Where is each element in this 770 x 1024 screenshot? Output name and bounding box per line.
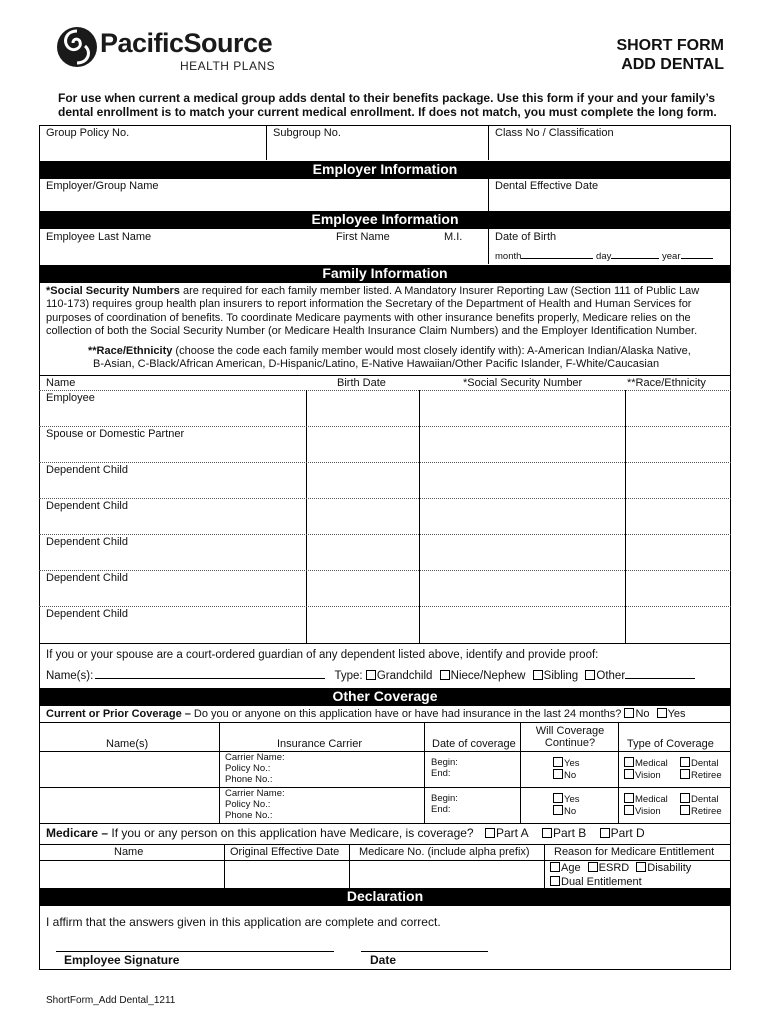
dental-checkbox[interactable]: Dental [680,793,718,805]
class-label: Class No / Classification [495,127,614,139]
brand-name: PacificSource [100,28,273,58]
brand-logo [56,26,276,76]
coverage-type-options [624,757,722,781]
medicare-col-effective: Original Effective Date [230,846,340,858]
continue-yes-checkbox[interactable]: Yes [553,757,580,769]
dob-label: Date of Birth [495,231,557,243]
group-policy-field[interactable] [40,140,265,160]
first-name-label: First Name [336,231,390,243]
col-race: **Race/Ethnicity [627,377,706,389]
col-type: Type of Coverage [627,738,714,750]
employer-info-header: Employer Information [39,161,731,179]
family-row[interactable] [40,535,730,571]
family-row[interactable] [40,463,730,499]
dob-fields[interactable]: month day year [495,251,713,262]
continue-no-checkbox[interactable]: No [553,769,576,781]
continue-no-checkbox[interactable]: No [553,805,576,817]
medicare-question: Medicare – If you or any person on this application have Medicare, is coverage? Part A Part B Part D [46,826,645,840]
guardian-row: Name(s): Type: Grandchild Niece/Nephew Sibling Other [46,670,695,682]
part-d-checkbox[interactable]: Part D [600,826,645,840]
coverage-dates[interactable]: Begin: End: [431,757,458,779]
dental-checkbox[interactable]: Dental [680,757,718,769]
employee-last-name-label: Employee Last Name [46,231,152,243]
coverage-name-field[interactable] [40,788,218,822]
disability-checkbox[interactable]: Disability [636,861,691,875]
coverage-name-field[interactable] [40,752,218,786]
col-date-coverage: Date of coverage [432,738,516,750]
medicare-col-number: Medicare No. (include alpha prefix) [359,846,530,858]
mi-label: M.I. [444,231,463,243]
medical-checkbox[interactable]: Medical [624,793,680,805]
family-info-header: Family Information [39,265,731,283]
ssn-notice: *Social Security Numbers are required for each family member listed. A Mandatory Insurer Reporting Law (Section 111 of Public Law 110-173) requires group health plan insurers to report information the Secretary of the Department of Health and Human Services for purposes of coordination of benefits. To coordinate Medicare payments with other insurance benefits properly, Medicare relies on the collection of both the Social Security Number (or Medicare Health Insurance Claim Numbers) and the Employer Identification Number. [46,285,700,337]
other-coverage-header: Other Coverage [39,688,731,706]
sibling-checkbox[interactable]: Sibling [533,670,579,682]
family-row[interactable] [40,499,730,535]
carrier-info[interactable]: Carrier Name: Policy No.: Phone No.: [225,788,285,821]
family-row[interactable] [40,427,730,463]
retiree-checkbox[interactable]: Retiree [680,769,722,781]
family-row-label: Dependent Child [46,500,128,512]
family-row[interactable] [40,607,730,643]
brand-subtitle: HEALTH PLANS [180,59,276,73]
subgroup-label: Subgroup No. [273,127,341,139]
continue-yes-checkbox[interactable]: Yes [553,793,580,805]
dual-entitlement-checkbox[interactable]: Dual Entitlement [550,875,642,889]
col-ssn: *Social Security Number [463,377,583,389]
form-title-line2: ADD DENTAL [621,56,724,73]
col-name: Name [46,377,76,389]
part-a-checkbox[interactable]: Part A [485,826,529,840]
pacificsource-swirl-icon [56,26,98,68]
date-line[interactable] [361,951,488,952]
race-notice: **Race/Ethnicity (choose the code each family member would most closely identify with): A-American Indian/Alaska Native, B-Asian, C-Black/African American, D-Hispanic/Latino, E-Native Hawaiian/Other Pacific Islander, F-White/Caucasian [88,345,691,371]
carrier-info[interactable]: Carrier Name: Policy No.: Phone No.: [225,752,285,785]
family-row-label: Dependent Child [46,608,128,620]
col-carrier: Insurance Carrier [277,738,362,750]
other-checkbox[interactable]: Other [585,670,695,682]
prior-coverage-yes-checkbox[interactable]: Yes [657,708,686,720]
declaration-header: Declaration [39,888,731,906]
employer-name-label: Employer/Group Name [46,180,159,192]
intro-text: For use when current a medical group adds dental to their benefits package. Use this form if your and your family’s dental enrollment is to match your current medical enrollment. If does not match, you must complete the long form. [58,91,717,119]
family-row-label: Spouse or Domestic Partner [46,428,185,440]
class-field[interactable] [489,140,730,160]
prior-coverage-no-checkbox[interactable]: No [624,708,649,720]
family-row-label: Employee [46,392,95,404]
employee-signature-label: Employee Signature [64,953,180,967]
family-row-label: Dependent Child [46,464,128,476]
employee-info-header: Employee Information [39,211,731,229]
retiree-checkbox[interactable]: Retiree [680,805,722,817]
coverage-type-options [624,793,722,817]
family-row[interactable] [40,571,730,607]
form-title [524,36,724,74]
family-row-label: Dependent Child [46,536,128,548]
signature-line[interactable] [56,951,334,952]
coverage-dates[interactable]: Begin: End: [431,793,458,815]
will-continue-options [553,757,580,781]
family-row[interactable] [40,391,730,427]
guardian-question: If you or your spouse are a court-ordered guardian of any dependent listed above, identify and provide proof: [46,649,599,661]
footer-code: ShortForm_Add Dental_1211 [46,995,176,1006]
guardian-names-field[interactable] [95,678,325,679]
age-checkbox[interactable]: Age [550,861,581,875]
declaration-text: I affirm that the answers given in this application are complete and correct. [46,915,441,929]
subgroup-field[interactable] [267,140,487,160]
prior-coverage-question: Current or Prior Coverage – Do you or anyone on this application have or have had insurance in the last 24 months? No Yes [46,708,686,720]
esrd-checkbox[interactable]: ESRD [588,861,630,875]
col-names: Name(s) [106,738,149,750]
employee-name-field[interactable] [40,245,487,263]
niece-nephew-checkbox[interactable]: Niece/Nephew [440,670,526,682]
employer-name-field[interactable] [40,193,487,211]
medicare-col-reason: Reason for Medicare Entitlement [554,846,715,858]
medicare-reason-options [550,861,691,889]
group-policy-label: Group Policy No. [46,127,130,139]
vision-checkbox[interactable]: Vision [624,805,680,817]
grandchild-checkbox[interactable]: Grandchild [366,670,433,682]
family-row-label: Dependent Child [46,572,128,584]
col-will-continue: Will Coverage Continue? [535,725,605,749]
part-b-checkbox[interactable]: Part B [542,826,586,840]
date-label: Date [370,953,397,967]
dental-effective-label: Dental Effective Date [495,180,599,192]
col-birth-date: Birth Date [337,377,386,389]
will-continue-options [553,793,580,817]
medical-checkbox[interactable]: Medical [624,757,680,769]
dental-effective-field[interactable] [489,193,730,211]
medicare-col-name: Name [114,846,144,858]
vision-checkbox[interactable]: Vision [624,769,680,781]
form-title-line1: SHORT FORM [616,37,724,54]
